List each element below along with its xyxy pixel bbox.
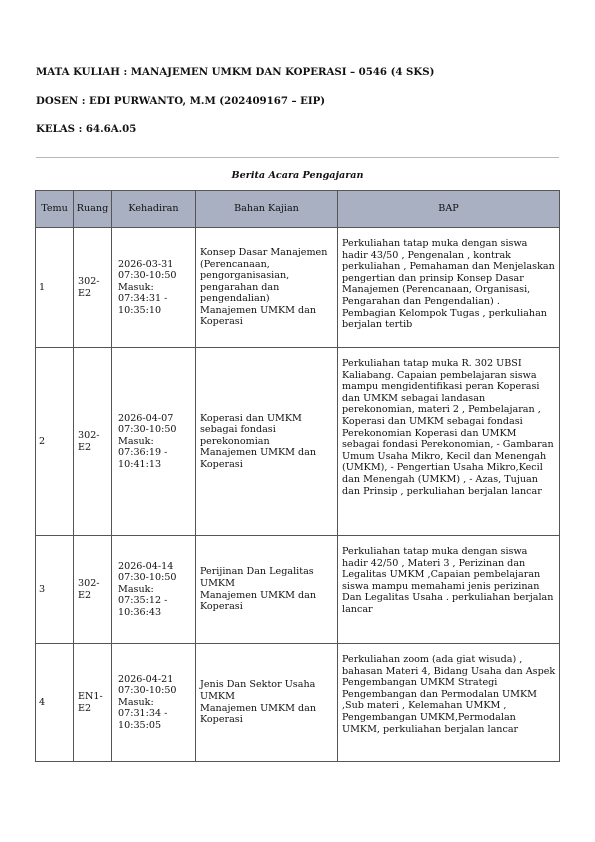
class-code: KELAS : 64.6A.05	[36, 123, 137, 135]
attendance-date: 2026-03-31	[118, 258, 174, 270]
attendance-label: Masuk:	[118, 435, 154, 447]
topic-text: Jenis Dan Sektor Usaha UMKM	[200, 679, 316, 702]
attendance-in: 07:31:34 -	[118, 708, 168, 720]
cell-bahan-kajian	[196, 228, 338, 348]
cell-ruang: 302-E2	[74, 536, 112, 644]
table-row	[36, 644, 560, 762]
column-header-temu: Temu	[36, 191, 74, 228]
attendance-label: Masuk:	[118, 583, 154, 595]
attendance-schedule: 07:30-10:50	[118, 270, 177, 282]
divider	[36, 157, 559, 158]
attendance-out: 10:35:10	[118, 304, 162, 316]
cell-bahan-kajian	[196, 644, 338, 762]
cell-bap: Perkuliahan tatap muka R. 302 UBSI Kaliabang. Capaian pembelajaran siswa mampu mengidentifikasi peran Koperasi dan UMKM sebagai landasan perekonomian, materi 2 , Pembelajaran , Koperasi dan UMKM sebagai fondasi Perekonomian Koperasi dan UMKM sebagai fondasi Perekonomian, - Gambaran Umum Usaha Mikro, Kecil dan Menengah (UMKM), - Pengertian Usaha Mikro,Kecil dan Menengah (UMKM) , - Azas, Tujuan dan Prinsip , perkuliahan berjalan lancar	[338, 348, 560, 536]
teaching-log-table	[35, 190, 560, 762]
attendance-out: 10:41:13	[118, 458, 162, 470]
topic-text: Perijinan Dan Legalitas UMKM	[200, 566, 314, 589]
attendance-in: 07:34:31 -	[118, 293, 168, 305]
table-header-row	[36, 191, 560, 228]
cell-bap: Perkuliahan zoom (ada giat wisuda) , bahasan Materi 4, Bidang Usaha dan Aspek Pengembangan UMKM Strategi Pengembangan dan Permodalan UMKM ,Sub materi , Kelemahan UMKM , Pengembangan UMKM,Permodalan UMKM, perkuliahan berjalan lancar	[338, 644, 560, 762]
cell-temu: 2	[36, 348, 74, 536]
table-row	[36, 348, 560, 536]
cell-ruang: 302-E2	[74, 348, 112, 536]
cell-kehadiran	[112, 348, 196, 536]
column-header-kehadiran: Kehadiran	[112, 191, 196, 228]
attendance-date: 2026-04-07	[118, 412, 174, 424]
table-row	[36, 536, 560, 644]
table-title: Berita Acara Pengajaran	[231, 170, 364, 181]
column-header-ruang: Ruang	[74, 191, 112, 228]
cell-temu: 1	[36, 228, 74, 348]
topic-text: Konsep Dasar Manajemen (Perencanaan, pengorganisasian, pengarahan dan pengendalian)	[200, 246, 328, 305]
attendance-schedule: 07:30-10:50	[118, 572, 177, 584]
cell-bahan-kajian	[196, 348, 338, 536]
attendance-date: 2026-04-14	[118, 560, 174, 572]
cell-kehadiran	[112, 644, 196, 762]
cell-temu: 4	[36, 644, 74, 762]
course-name-text: Manajemen UMKM dan Koperasi	[200, 447, 317, 470]
column-header-bahan-kajian: Bahan Kajian	[196, 191, 338, 228]
course-title: MATA KULIAH : MANAJEMEN UMKM DAN KOPERASI – 0546 (4 SKS)	[36, 66, 435, 78]
attendance-out: 10:36:43	[118, 606, 162, 618]
cell-bap: Perkuliahan tatap muka dengan siswa hadir 43/50 , Pengenalan , kontrak perkuliahan , Pemahaman dan Menjelaskan pengertian dan prinsip Konsep Dasar Manajemen (Perencanaan, Organisasi, Pengarahan dan Pengendalian) . Pembagian Kelompok Tugas , perkuliahan berjalan tertib	[338, 228, 560, 348]
cell-kehadiran	[112, 228, 196, 348]
course-name-text: Manajemen UMKM dan Koperasi	[200, 702, 317, 726]
course-name-text: Manajemen UMKM dan Koperasi	[200, 304, 317, 328]
table-row	[36, 228, 560, 348]
course-name-text: Manajemen UMKM dan Koperasi	[200, 589, 317, 613]
attendance-date: 2026-04-21	[118, 673, 174, 685]
cell-ruang: 302-E2	[74, 228, 112, 348]
attendance-out: 10:35:05	[118, 719, 162, 731]
attendance-schedule: 07:30-10:50	[118, 685, 177, 697]
attendance-in: 07:35:12 -	[118, 595, 168, 607]
attendance-label: Masuk:	[118, 281, 154, 293]
attendance-in: 07:36:19 -	[118, 447, 168, 459]
attendance-schedule: 07:30-10:50	[118, 424, 177, 436]
cell-temu: 3	[36, 536, 74, 644]
lecturer-name: DOSEN : EDI PURWANTO, M.M (202409167 – EIP)	[36, 95, 326, 107]
cell-bahan-kajian	[196, 536, 338, 644]
cell-bap: Perkuliahan tatap muka dengan siswa hadir 42/50 , Materi 3 , Perizinan dan Legalitas UMKM ,Capaian pembelajaran siswa mampu memahami jenis perizinan Dan Legalitas Usaha . perkuliahan berjalan lancar	[338, 536, 560, 644]
cell-kehadiran	[112, 536, 196, 644]
topic-text: Koperasi dan UMKM sebagai fondasi perekonomian	[200, 412, 302, 447]
cell-ruang: EN1-E2	[74, 644, 112, 762]
column-header-bap: BAP	[338, 191, 560, 228]
attendance-label: Masuk:	[118, 696, 154, 708]
